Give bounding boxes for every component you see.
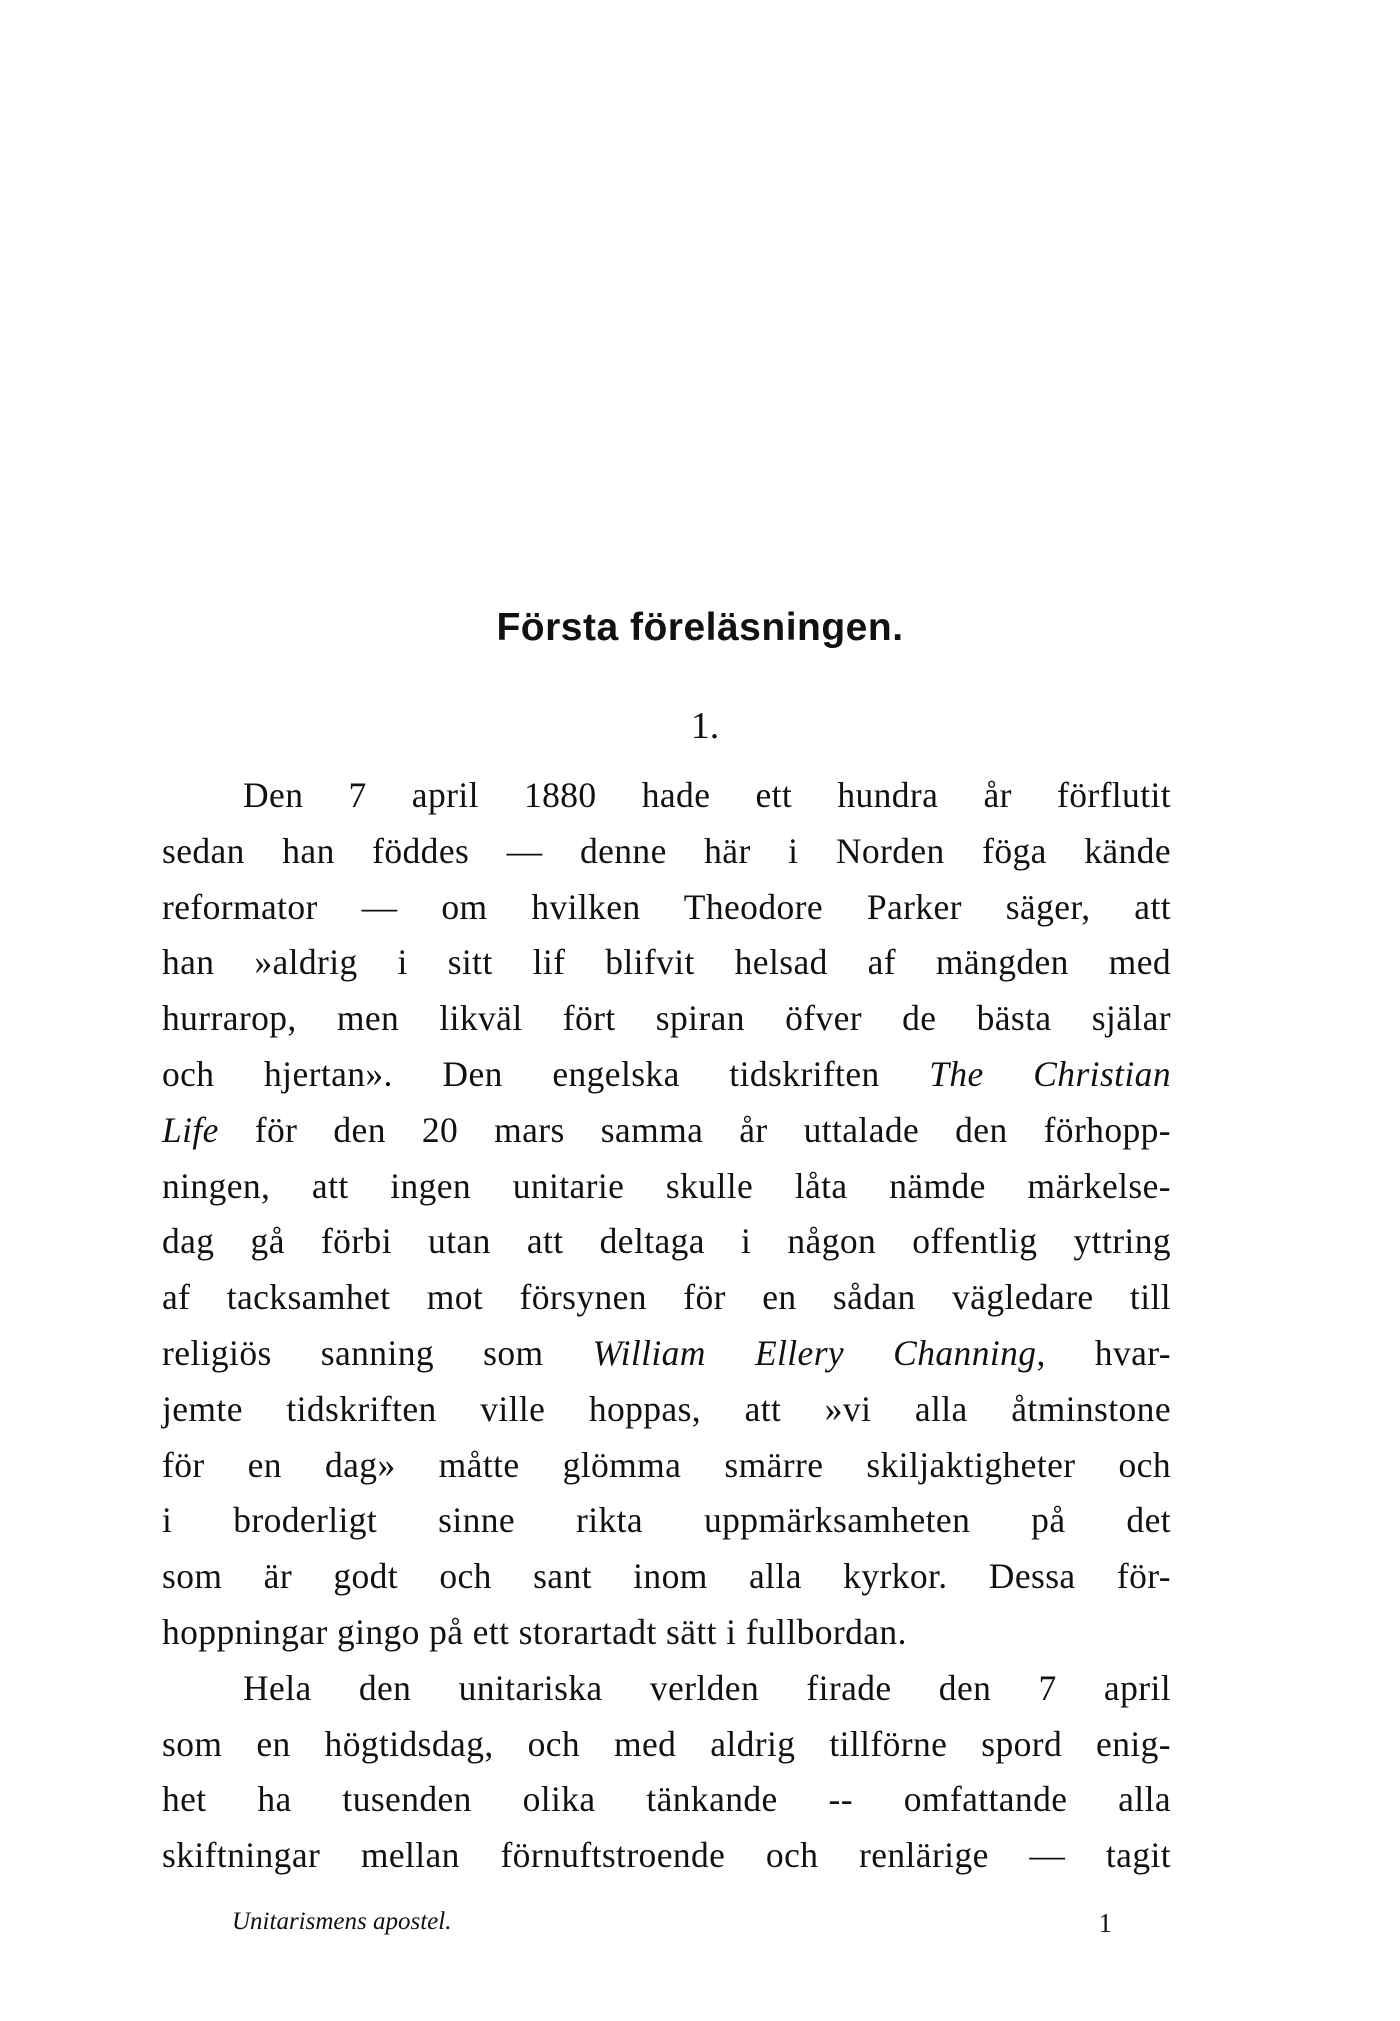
text-line: skiftningar mellan förnuftstroende och renlärige — tagit <box>162 1835 1171 1876</box>
page-footer <box>232 1908 1112 1939</box>
text-line: hoppningar gingo på ett storartadt sätt i fullbordan. <box>162 1611 907 1652</box>
text-line: och hjertan». Den engelska tidskriften The Christian <box>162 1053 1171 1094</box>
text-line: Hela den unitariska verlden firade den 7 april <box>243 1667 1171 1708</box>
text-line: religiös sanning som William Ellery Channing, hvar- <box>162 1332 1171 1373</box>
text-line: som en högtidsdag, och med aldrig tillförne spord enig- <box>162 1723 1171 1764</box>
italic-title: William Ellery Channing <box>592 1332 1037 1373</box>
italic-title: The Christian <box>929 1053 1171 1094</box>
running-footer-title: Unitarismens apostel. <box>232 1908 452 1935</box>
text-line: af tacksamhet mot försynen för en sådan vägledare till <box>162 1277 1171 1318</box>
text-line: han »aldrig i sitt lif blifvit helsad af mängden med <box>162 942 1171 983</box>
text-line: dag gå förbi utan att deltaga i någon offentlig yttring <box>162 1221 1171 1262</box>
text-line: Life för den 20 mars samma år uttalade den förhopp- <box>162 1109 1171 1150</box>
text-line: jemte tidskriften ville hoppas, att »vi alla åtminstone <box>162 1388 1171 1429</box>
section-number: 1. <box>690 705 720 747</box>
text-line: Den 7 april 1880 hade ett hundra år förflutit <box>243 775 1171 815</box>
italic-title: Life <box>162 1109 219 1150</box>
page-number: 1 <box>1098 1908 1112 1938</box>
chapter-title: Första föreläsningen. <box>496 606 904 649</box>
text-line: reformator — om hvilken Theodore Parker säger, att <box>162 886 1171 927</box>
text-line: het ha tusenden olika tänkande -- omfattande alla <box>162 1779 1171 1820</box>
body-text <box>162 768 1171 1884</box>
text-line: sedan han föddes — denne här i Norden föga kände <box>162 830 1171 871</box>
text-line: ningen, att ingen unitarie skulle låta nämde märkelse- <box>162 1165 1171 1206</box>
text-line: i broderligt sinne rikta uppmärksamheten på det <box>162 1500 1171 1541</box>
text-line: som är godt och sant inom alla kyrkor. Dessa för- <box>162 1556 1171 1597</box>
text-line: hurrarop, men likväl fört spiran öfver de bästa själar <box>162 998 1171 1039</box>
text-line: för en dag» måtte glömma smärre skiljaktigheter och <box>162 1444 1171 1485</box>
